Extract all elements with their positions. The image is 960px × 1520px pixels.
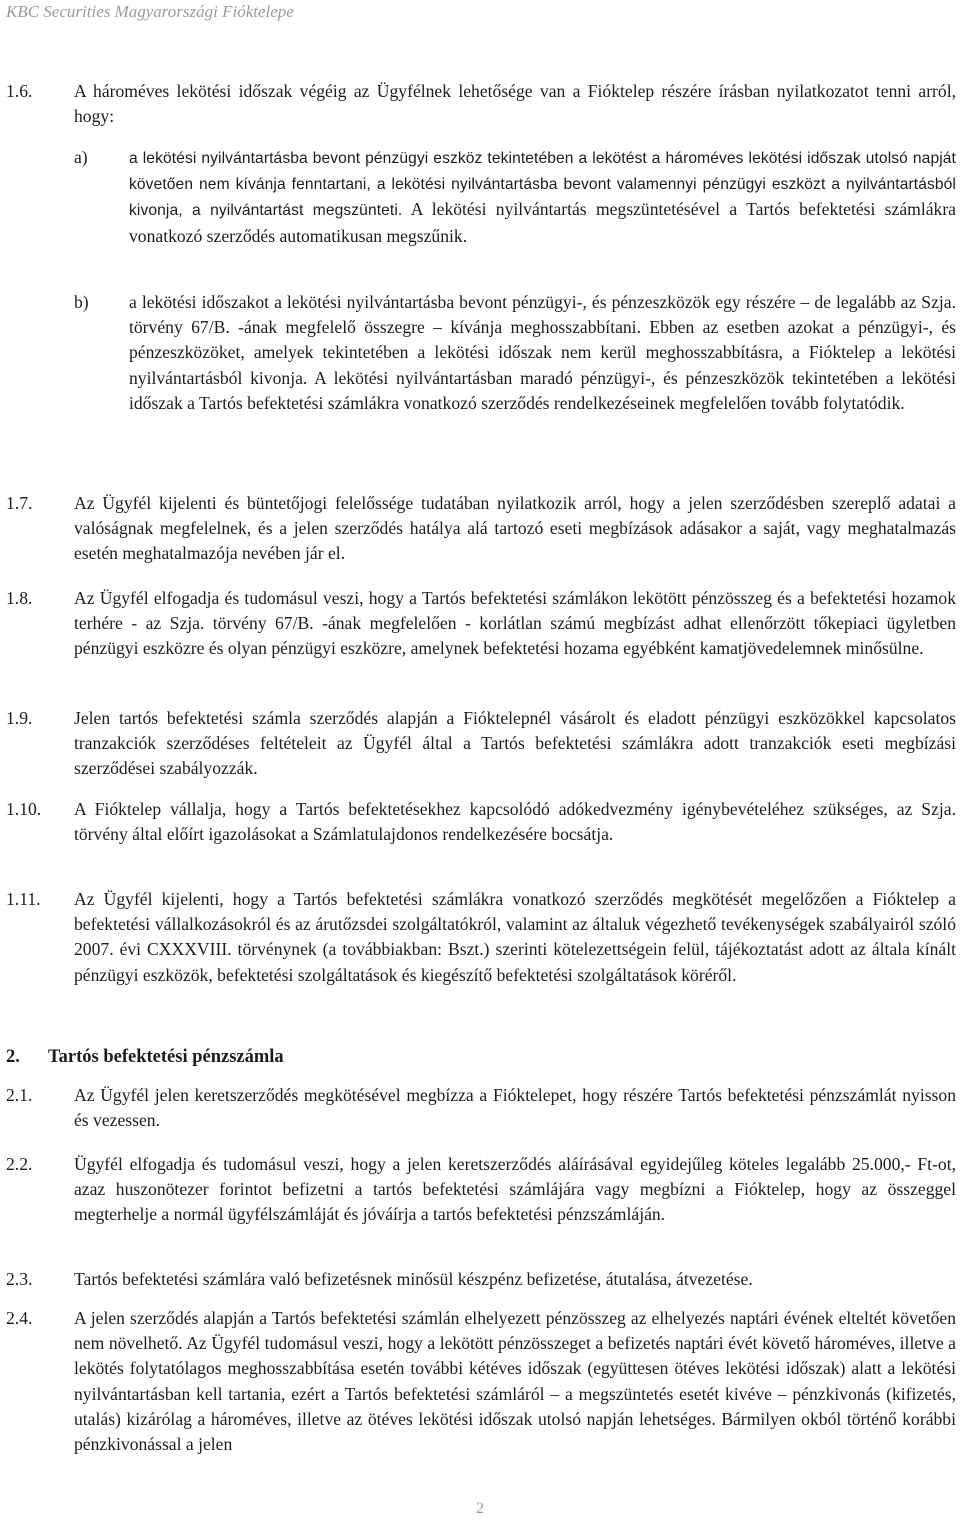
section-heading-2 <box>6 1045 284 1070</box>
section-2-3 <box>6 1267 956 1292</box>
section-text: Ügyfél elfogadja és tudomásul veszi, hogy a jelen keretszerződés aláírásával egyidejűleg köteles legalább 25.000,- Ft-ot, azaz huszonötezer forintot befizetni a tartós befektetési számlájára vagy megbízni a Fióktelep, hogy az összeggel megterhelje a normál ügyfélszámláját és jóváírja a tartós befektetési pénzszámláján. <box>74 1154 956 1225</box>
section-text: Az Ügyfél kijelenti és büntetőjogi felelőssége tudatában nyilatkozik arról, hogy a jelen szerződésben szereplő adatai a valóságnak megfelelnek, és a jelen szerződés hatálya alá tartozó eseti megbízások adásakor a saját, vagy meghatalmazás esetén meghatalmazója nevében jár el. <box>74 493 956 564</box>
subsection-text <box>129 145 956 249</box>
subsection-label: b) <box>74 292 89 312</box>
section-number: 1.10. <box>6 799 42 819</box>
section-text: Az Ügyfél elfogadja és tudomásul veszi, hogy a Tartós befektetési számlákon lekötött pénzösszeg és a befektetési hozamok terhére - az Szja. törvény 67/B. -ának megfelelően - korlátlan számú megbízást adhat ellenőrzött tőkepiaci ügyletben pénzügyi eszközre és olyan pénzügyi eszközre, amelynek befektetési hozama egyébként kamatjövedelemnek minősülne. <box>74 588 956 659</box>
section-number: 2.1. <box>6 1085 33 1105</box>
section-text: Jelen tartós befektetési számla szerződés alapján a Fióktelepnél vásárolt és eladott pénzügyi eszközökkel kapcsolatos tranzakciók szerződéses feltételeit az Ügyfél által a Tartós befektetési számlákra adott tranzakciók eseti megbízási szerződései szabályozzák. <box>74 708 956 779</box>
section-text: Az Ügyfél jelen keretszerződés megkötésével megbízza a Fióktelepet, hogy részére Tartós befektetési pénzszámlát nyisson és vezessen. <box>74 1085 956 1131</box>
section-number: 1.8. <box>6 588 33 608</box>
heading-number: 2. <box>6 1047 20 1067</box>
section-1-6 <box>6 79 956 129</box>
subsection-1-6-a <box>74 145 956 249</box>
section-number: 1.11. <box>6 889 41 909</box>
section-1-11 <box>6 887 956 988</box>
section-number: 1.9. <box>6 708 33 728</box>
section-2-4 <box>6 1306 956 1457</box>
section-number: 1.6. <box>6 81 33 101</box>
section-1-9 <box>6 706 956 782</box>
subsection-1-6-b <box>74 290 956 416</box>
page-number: 2 <box>476 1500 484 1517</box>
section-number: 2.2. <box>6 1154 33 1174</box>
section-text: A Fióktelep vállalja, hogy a Tartós befektetésekhez kapcsolódó adókedvezmény igénybevételéhez szükséges, az Szja. törvény által előírt igazolásokat a Számlatulajdonos rendelkezésére bocsátja. <box>74 799 956 845</box>
section-1-7 <box>6 491 956 567</box>
heading-title: Tartós befektetési pénzszámla <box>48 1047 284 1067</box>
section-text: Az Ügyfél kijelenti, hogy a Tartós befektetési számlákra vonatkozó szerződés megkötését megelőzően a Fióktelep a befektetési vállalkozásokról és az árutőzsdei szolgáltatókról, valamint az általuk végezhető tevékenységek szabályairól szóló 2007. évi CXXXVIII. törvénynek (a továbbiakban: Bszt.) szerinti kötelezettségein felül, tájékoztatást adott az általa kínált pénzügyi eszközök, befektetési szolgáltatások és kiegészítő befektetési szolgáltatások köréről. <box>74 889 956 985</box>
subsection-text-sans: a lekötési nyilvántartásba bevont pénzügyi eszköz tekintetében a lekötést a hároméves lekötési időszak utolsó napját követően nem kívánja fenntartani, a lekötési nyilvántartásba bevont valamennyi pénzügyi eszközt a nyilvántartásból kivonja, a nyilvántartást megszünteti. <box>129 150 956 220</box>
section-2-1 <box>6 1083 956 1133</box>
section-1-10 <box>6 797 956 847</box>
section-text: Tartós befektetési számlára való befizetésnek minősül készpénz befizetése, átutalása, átvezetése. <box>74 1269 753 1289</box>
section-2-2 <box>6 1152 956 1228</box>
section-text: A hároméves lekötési időszak végéig az Ügyfélnek lehetősége van a Fióktelep részére írásban nyilatkozatot tenni arról, hogy: <box>74 81 956 127</box>
section-number: 1.7. <box>6 493 33 513</box>
section-1-8 <box>6 586 956 662</box>
subsection-text: a lekötési időszakot a lekötési nyilvántartásba bevont pénzügyi-, és pénzeszközök egy részére – de legalább az Szja. törvény 67/B. -ának megfelelő összegre – kívánja meghosszabbítani. Ebben az esetben azokat a pénzügyi-, és pénzeszközöket, amelyek tekintetében a lekötési időszak nem kerül meghosszabbításra, a Fióktelep a lekötési nyilvántartásból kivonja. A lekötési nyilvántartásban maradó pénzügyi-, és pénzeszközök tekintetében a lekötési időszak a Tartós befektetési számlákra vonatkozó szerződés rendelkezéseinek megfelelően tovább folytatódik. <box>129 292 956 413</box>
section-number: 2.3. <box>6 1269 33 1289</box>
page-header-company: KBC Securities Magyarországi Fióktelepe <box>6 2 294 21</box>
subsection-text-serif: A lekötési nyilvántartás megszüntetésével a Tartós befektetési számlákra vonatkozó szerződés automatikusan megszűnik. <box>129 199 956 246</box>
subsection-label: a) <box>74 147 88 167</box>
section-text: A jelen szerződés alapján a Tartós befektetési számlán elhelyezett pénzösszeg az elhelyezés naptári évének elteltét követően nem növelhető. Az Ügyfél tudomásul veszi, hogy a lekötött pénzösszeget a befizetés naptári évét követő hároméves, illetve a lekötés folytatólagos meghosszabbítása esetén további kétéves időszak (együttesen ötéves lekötési időszak) alatt a lekötési nyilvántartásban kell tartania, ezért a Tartós befektetési számláról – a megszüntetés esetét kivéve – pénzkivonás (kifizetés, utalás) kizárólag a hároméves, illetve az ötéves lekötési időszak utolsó napján lehetséges. Bármilyen okból történő korábbi pénzkivonással a jelen <box>74 1308 956 1455</box>
section-number: 2.4. <box>6 1308 33 1328</box>
